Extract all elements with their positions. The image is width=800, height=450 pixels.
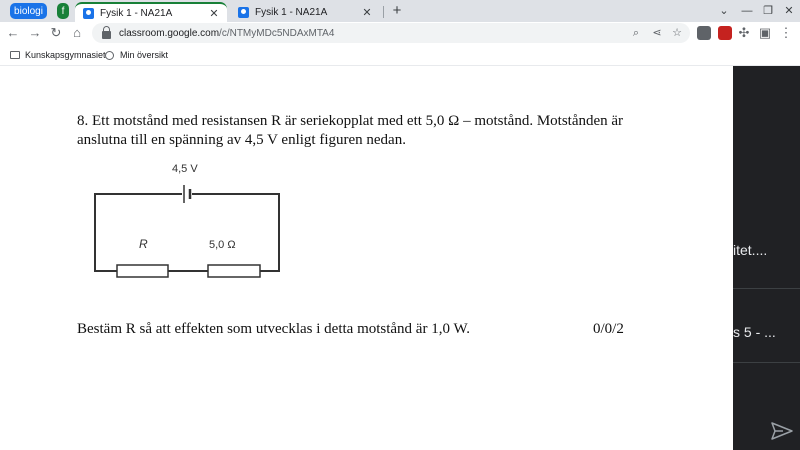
tab-separator	[383, 6, 384, 18]
tab-fysik-active[interactable]	[75, 2, 227, 22]
close-window-button[interactable]: ✕	[784, 5, 794, 17]
extensions-puzzle-icon[interactable]: ✣	[738, 25, 750, 40]
classroom-icon	[83, 8, 94, 19]
browser-toolbar	[0, 22, 800, 44]
extension-icon[interactable]	[697, 26, 711, 40]
side-panel-icon[interactable]: ▣	[758, 25, 772, 40]
lock-icon[interactable]	[102, 31, 111, 39]
minimize-button[interactable]: —	[741, 5, 753, 17]
forward-button[interactable]: →	[28, 25, 42, 40]
tab-group-f[interactable]: f	[57, 3, 69, 19]
url-path: /c/NTMyMDc5NDAxMTA4	[219, 27, 335, 39]
ublock-icon[interactable]	[718, 26, 732, 40]
classroom-icon	[238, 7, 249, 18]
circle-icon	[105, 51, 114, 60]
question-text	[77, 112, 637, 150]
restore-button[interactable]: ❐	[763, 5, 773, 17]
tab-group-biologi[interactable]: biologi	[10, 3, 47, 19]
reload-button[interactable]: ↻	[50, 25, 62, 40]
resistor-5-ohm	[208, 265, 260, 277]
share-icon[interactable]: ⋖	[652, 27, 662, 39]
document-viewer	[0, 66, 733, 450]
home-button[interactable]: ⌂	[73, 25, 81, 40]
tab-fysik-inactive[interactable]	[230, 2, 380, 22]
wire-right	[192, 194, 279, 271]
wire-left	[95, 194, 182, 271]
side-panel-item[interactable]: s 5 - ...	[733, 324, 776, 340]
new-tab-button[interactable]: +	[392, 2, 402, 19]
zoom-icon[interactable]: ⌕	[632, 27, 640, 39]
url-host: classroom.google.com	[119, 27, 220, 39]
side-divider	[733, 362, 800, 363]
url-text	[119, 28, 334, 39]
voltage-label: 4,5 V	[172, 163, 198, 175]
side-panel	[733, 66, 800, 450]
question-line-2: anslutna till en spänning av 4,5 V enligt figuren nedan.	[77, 132, 406, 148]
circuit-diagram	[82, 156, 287, 281]
points-label: 0/0/2	[593, 321, 624, 337]
send-icon[interactable]	[771, 422, 793, 440]
bookmark-label: Kunskapsgymnasiet	[25, 50, 106, 60]
resistor-5-label: 5,0 Ω	[209, 239, 236, 251]
folder-icon	[10, 51, 20, 59]
back-button[interactable]: ←	[6, 25, 20, 40]
bookmark-star-icon[interactable]: ☆	[672, 27, 682, 39]
question-line-1: 8. Ett motstånd med resistansen R är seriekopplat med ett 5,0 Ω – motstånd. Motstånden är	[77, 113, 624, 129]
resistor-r-label: R	[139, 237, 148, 251]
menu-kebab-icon[interactable]: ⋮	[779, 25, 793, 40]
bookmark-label: Min översikt	[120, 50, 169, 60]
address-bar[interactable]	[92, 23, 690, 43]
side-panel-item[interactable]: itet....	[733, 242, 768, 258]
close-tab-icon[interactable]: ✕	[362, 6, 372, 19]
resistor-r	[117, 265, 168, 277]
bookmarks-bar	[0, 44, 800, 66]
close-tab-icon[interactable]: ✕	[209, 7, 219, 20]
tab-title: Fysik 1 - NA21A	[100, 7, 173, 19]
tab-strip	[0, 0, 800, 22]
task-text: Bestäm R så att effekten som utvecklas i detta motstånd är 1,0 W.	[77, 321, 470, 337]
tab-search-chevron-down-icon[interactable]: ⌄	[719, 5, 729, 17]
side-divider	[733, 288, 800, 289]
bookmark-kunskapsgymnasiet[interactable]	[10, 48, 106, 62]
bookmark-min-oversikt[interactable]	[105, 48, 168, 62]
tab-title: Fysik 1 - NA21A	[255, 6, 328, 18]
